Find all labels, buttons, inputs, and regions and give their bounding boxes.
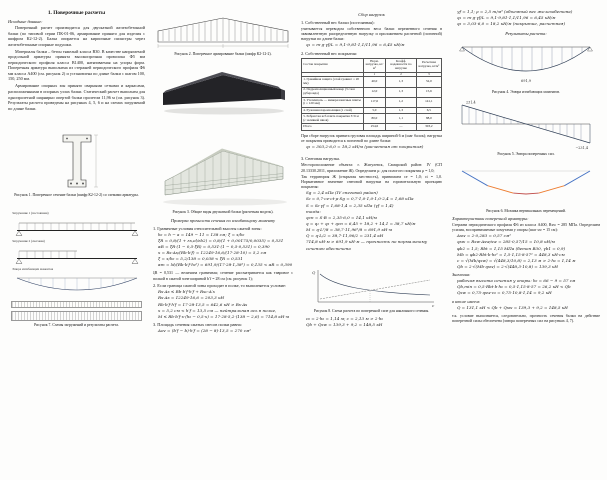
subsection-title: Исходные данные:	[8, 19, 43, 24]
item-text: учитывается переводом собственного веса балки переменного сечения в эквивалентную распределенную нагрузку и приложением расчетной (погонной) нагрузки по длине балки:	[301, 25, 442, 41]
formula-line: Aov = (b′f − b)·h′f = (28 − 8)·13,5 = 270 см²	[158, 328, 252, 334]
results-title: Результаты расчета:	[505, 31, 547, 37]
layer-name-cell: 2. Гидроизоляционный ковер (3 слоя рубероида)	[302, 87, 364, 97]
norm-load-cell: 117,6	[363, 97, 386, 107]
figure-caption: Рисунок 3. Общие виды двускатной балки (расчетная модель).	[172, 210, 274, 214]
shear-diagram-figure	[452, 97, 600, 151]
figure-caption: Рисунок 1. Поперечное сечение балки (шифр К2-12-2) со схемами арматуры.	[14, 192, 139, 197]
formula-line: M = q·L²/8 = 38,7·11,96²/8 = 691,9 кН·м	[306, 227, 393, 233]
formula-block	[306, 316, 442, 328]
table-row	[302, 114, 442, 124]
column-2	[153, 8, 293, 337]
check-section-title: Проверка прочности сечения по изгибающему моменту	[170, 218, 276, 223]
moment-curve	[462, 47, 590, 71]
conclusion-title: в итоге имеем:	[452, 298, 481, 304]
column-1	[8, 10, 145, 330]
norm-load-cell: 40,0	[363, 77, 386, 87]
coef-cell: 1,3	[386, 87, 417, 97]
formula-line: M ≤ Rb·b′f·x·(h₀ − 0,5·x) = 17·28·5,2·(138 − 2,6) = 714,8 кН·м	[158, 313, 290, 319]
formula-line: S = S₀·γf = 1,68·1,4 = 2,35 кПа (γf = 1,4)	[306, 202, 394, 208]
moment-diagram-figure	[452, 38, 600, 88]
mosaic-segment	[513, 194, 539, 195]
formula-line: φb2 = 1,5; Rbt = 1,15 МПа (бетон В30, γb1 = 0,9)	[457, 245, 566, 251]
support-icon	[16, 259, 138, 264]
formula-line: Qb = 2·√(Mb·qsw) = 2·√(448,3·10,8) = 139,3 кН	[457, 264, 559, 269]
norm-load-cell: 5,0	[363, 107, 386, 113]
dimension-line	[94, 135, 98, 187]
calc-load-cell: 52,0	[416, 77, 441, 87]
beam-end-face	[281, 89, 285, 100]
formula-line: Qb + Qsw = 139,3 + 9,2 = 148,5 кН	[306, 322, 383, 328]
list-item: 1. Граничные условия относительной высоты сжатой зоны:	[153, 225, 262, 231]
beam-side-face	[163, 75, 281, 105]
dimension-line	[158, 44, 288, 48]
formula-line: Sg = 2,4 кПа (IV снеговой район)	[306, 190, 378, 196]
formula-line: Q = 131,1 кН < Qb + Qsw = 139,3 + 9,2 = 148,5 кН	[457, 304, 568, 310]
list-item: 2. Собственный вес покрытия:	[301, 50, 357, 56]
figure-caption: Рисунок 6. Мозаика вертикальных перемещений.	[486, 208, 566, 213]
x-axis-label: c	[431, 302, 434, 308]
column-3	[301, 8, 442, 330]
inclined-section-figure	[301, 266, 442, 308]
table-header-row	[302, 58, 442, 72]
scheme-label: Загружение 2 (снеговая)	[12, 238, 45, 243]
section-title: 1. Поверочные расчеты	[47, 10, 106, 16]
table-total-row: Итого 254,6 — 303,2	[302, 124, 442, 130]
formula-line: αR = ξR·(1 − 0,5·ξR) = 0,531·(1 − 0,5·0,531) = 0,390	[158, 243, 270, 249]
cross-section-drawing	[52, 131, 102, 191]
column-header: Норм. нагрузка, кг/м²	[363, 58, 386, 72]
table-note: При сборе нагрузок принята грузовая площадь шириной 6 м (шаг балок); нагрузка от покрытия приводится к погонной по длине балки:	[301, 132, 442, 144]
snow-paragraph: Местороположение объекта: г. Жигулевск, Самарский район: IV (СП 20.13330.2011, приложение Ж). Определяем μ: для пологого покрытия μ = 1,0;	[301, 162, 442, 173]
loads-section-title: Сбор нагрузок	[358, 12, 385, 17]
paragraph: Армирование опорных зон принято сварными сетками и каркасами, расположенными в опорных узлах балки. Статический расчет выполнен для однопролетной шарнирно опертой балки пролетом 11,96 м (см. рисунок 3). Результаты расчета приведены на рисунках 4, 5, 6 и на схемах загружений по длине балки.	[8, 83, 145, 111]
column-4	[452, 8, 600, 324]
formula-block	[457, 305, 600, 311]
mosaic-segment	[539, 186, 565, 193]
formula-line: q = q₁ + q₂ + qсн = 6,45 + 18,2 + 14,1 = 38,7 кН/м	[306, 220, 416, 226]
formula-line: 714,8 кН·м > 691,9 кН·м — прочность по нормальному сечению обеспечена	[306, 239, 428, 251]
shear-paragraph: Стержни периодического профиля Ф6 из класса А400, Rsw = 285 МПа. Определяем усилия, воспринимаемые хомутами у опоры (шаг sw = 15 см):	[452, 221, 600, 233]
table-row	[302, 77, 442, 87]
table-row	[302, 87, 442, 97]
formula-line: Mb = φb2·Rbt·b·h₀² = 1,5·1,15·8·57² = 448,3 кН·см	[457, 251, 565, 257]
mosaic-segment	[462, 171, 488, 186]
figure-caption: Рисунок 8. Схема расчета по поперечной силе для наклонного сечения.	[313, 309, 430, 314]
moment-value-label: 691,9	[520, 79, 532, 84]
figure-caption: Рисунок 7. Схемы загружений и результаты расчета.	[34, 323, 119, 328]
displacement-mosaic-figure	[452, 159, 600, 207]
shear-min-label: −231,4	[575, 145, 588, 150]
support-icon	[460, 47, 593, 51]
list-item: 3. Площадь сечения сжатых свесов полки равна:	[153, 322, 242, 328]
list-item: 1. Собственный вес балки (постоянная):	[301, 19, 375, 25]
layer-name-cell: 3. Утеплитель — минераловатные плиты (t = 120 мм)	[302, 97, 364, 107]
formula-line: q₁ = m·g·γf/L = 9,1·9,81·1,1/11,96 = 6,45 кН/м	[457, 15, 556, 21]
formula-line: c₀ = 2·h₀ = 1,14 м; c = 2,13 м > 2·h₀	[306, 316, 384, 322]
column-header: Состав покрытия	[302, 58, 364, 72]
formula-line: Asw = 2·0,283 = 0,57 см²	[457, 233, 511, 239]
formula-block	[457, 233, 600, 270]
formula-line: x = 5,2 см < h′f = 13,5 см — нейтральная ось в полке,	[158, 307, 277, 313]
formula-block	[158, 289, 293, 320]
formula-line: Rb·b′f·h′f = 17·28·13,5 = 642,6 кН > Rs·As	[158, 301, 248, 307]
beam-render-dark	[153, 59, 293, 119]
mosaic-segment	[564, 171, 590, 186]
formula-line: Qsw = 0,75·qsw·c₀ = 0,75·10,8·1,14 = 9,2 кН	[457, 290, 552, 296]
support-icon	[16, 231, 138, 236]
snow-paragraph: Так территория Ж (открытая местность), принимаем сe = 1,0; сt = 1,0. Нормативное значение снеговой нагрузки на горизонтальную проекцию покрытия:	[301, 173, 442, 190]
formula-block	[306, 190, 442, 251]
figure-caption: Рисунок 5. Эпюра поперечных сил.	[497, 152, 555, 157]
formula-line: тогда:	[306, 208, 321, 214]
result-strip	[11, 301, 142, 308]
mosaic-segment	[488, 186, 514, 193]
formula-block	[457, 9, 600, 27]
list-item: 2. Если граница сжатой зоны проходит в полке, то выполняется условие:	[153, 283, 287, 289]
coef-cell: 1,2	[386, 97, 417, 107]
paragraph: Поверочный расчет производится для двускатной железобетонной балки (по типовой серии ПК-01-06, армирование принято для изделия с шифром К2-12-2). Балка опирается на кирпичные пилястры через железобетонные опорные подушки.	[8, 25, 145, 47]
formula-line: ξ = x/h₀ = 5,2/138 = 0,038 < ξR = 0,531	[158, 256, 243, 262]
qb-curve	[320, 274, 430, 295]
coef-cell: 1,1	[386, 114, 417, 124]
formula-block	[158, 232, 293, 269]
table-row	[302, 97, 442, 107]
calc-load-cell: 15,6	[416, 87, 441, 97]
formula-line: Q = q·L/2 = 38,7·11,96/2 = 231,4 кН	[306, 233, 384, 239]
scheme-label: Эпюра изгибающих моментов	[12, 266, 54, 271]
formula-line: q₂ = 303,2·6,0 = 18,2 кН/м (расчетная от покрытия)	[306, 144, 424, 150]
shear-max-label: 231,4	[466, 100, 476, 105]
i-section-outline	[63, 135, 91, 187]
formula-block	[457, 278, 600, 296]
list-item: 3. Снеговая нагрузка.	[301, 156, 341, 162]
formula-line: рабочая высота сечения у опоры: h₀ = 66 − 9 = 57 см	[457, 278, 576, 284]
norm-load-cell: 12,0	[363, 87, 386, 97]
figure-caption: Рисунок 2. Поперечное армирование балки (шифр К2-12-2).	[174, 51, 272, 56]
formula-line: c = √(Mb/qsw) = √(448,3/10,8) = 2,13 м > 2·h₀ = 1,14 м	[457, 257, 576, 263]
hatch-lines	[472, 47, 582, 71]
result-strip	[11, 311, 142, 321]
norm-load-cell: 80,0	[363, 114, 386, 124]
formula-line: q₁ = m·g·γf/L = 9,1·9,81·1,1/11,96 = 6,45 кН/м	[306, 42, 405, 48]
formula-line: S₀ = 0,7·ce·ct·μ·Sg = 0,7·1,0·1,0·1,0·2,4 = 1,68 кПа	[306, 196, 414, 202]
load-scheme-2	[8, 245, 145, 265]
conclusion-text: т.к. условие выполняется, следовательно, прочность сечения балки на действие поперечной силы обеспечена (эпюра поперечных сил на рисунках 4, 7).	[452, 312, 600, 323]
column-header: Коэфф. надежности по нагрузке	[386, 58, 417, 72]
coef-cell: 1,3	[386, 77, 417, 87]
paragraph: Материалы балки – бетон тяжелый класса В30. В качестве напрягаемой продольной арматуры принята высокопрочная проволока Ф5 мм периодического профиля класса В1400, натягиваемая на упоры форм. Поперечная арматура выполнена из стержней периодического профиля Ф6 мм класса А400 (см. рисунок 2) и установлена по длине балки с шагом 100, 150, 250 мм.	[8, 48, 145, 82]
formula-line: qsw = Rsw·Asw/sw = 285·0,57/15 = 10,8 кН/м	[457, 239, 555, 245]
calc-load-cell: 141,1	[416, 97, 441, 107]
figure-caption: Рисунок 4. Эпюра изгибающих моментов.	[491, 89, 561, 94]
beam-side-face	[165, 151, 283, 195]
roof-load-table	[301, 58, 442, 131]
layer-name-cell: 4. Рулонная пароизоляция (1 слой)	[302, 107, 364, 113]
formula-line: γf = 1,1; ρ = 2,5 т/м³ (объемный вес железобетона)	[457, 9, 573, 14]
moment-envelope-figure	[8, 273, 145, 299]
scheme-label: Загружение 1 (постоянная)	[12, 210, 49, 215]
formula-line: q₂ = 3,03·6,0 = 18,2 кН/м (покрытие, расчетная)	[457, 21, 566, 27]
stirrups	[163, 18, 283, 41]
note-text: ξR = 0,531 — величина граничная; сечение рассматривается как тавровое с полкой в сжатой зоне шириной b′f = 28 см (см. рисунок 1);	[153, 270, 293, 281]
calc-load-cell: 88,0	[416, 114, 441, 124]
axes	[318, 270, 434, 302]
coef-cell: 1,3	[386, 107, 417, 113]
load-schemes-block	[8, 211, 145, 321]
formula-line: Rs·As = 12249·16,6 = 203,3 кН	[158, 295, 225, 301]
formula-line: h₀ = h − a = 149 − 11 = 138 см; ξ = x/h₀	[158, 231, 245, 237]
formula-line: ξR = 0,8/(1 + εs,el/εb2) = 0,8/(1 + 0,00175/0,0035) = 0,531	[158, 237, 284, 243]
column-number-row: 1 2 3	[302, 72, 442, 77]
shear-reinf-title: Характеристики поперечной арматуры:	[452, 215, 529, 221]
beam-elevation-figure	[153, 10, 293, 50]
values-title: Значения:	[452, 272, 471, 278]
beam-render-mesh	[153, 121, 293, 209]
formula-line: Qb,min = 0,5·Rbt·b·h₀ = 0,5·1,15·8·57 = 26,2 кН < Qb	[457, 284, 571, 290]
layer-name-cell: 1. Гравийная защита (слой гравия t = 20 мм)	[302, 77, 364, 87]
y-axis-label: Q	[311, 269, 315, 275]
formula-line: qсн = S·B = 2,35·6,0 = 14,1 кН/м	[306, 214, 377, 220]
formula-line: αm = M/(Rb·b′f·h₀²) = 691,9/(17·28·1,38²) = 0,135 < αR = 0,390	[158, 262, 293, 268]
column-header: Расчетная нагрузка, кг/м²	[416, 58, 441, 72]
layer-name-cell: 5. Ребристая ж/б плита покрытия 3×6 м (с заливкой швов)	[302, 114, 364, 124]
load-scheme-1	[8, 217, 145, 237]
calc-load-cell: 6,5	[416, 107, 441, 113]
formula-line: Rs·As ≤ Rb·b′f·h′f + Rsc·A′s	[158, 289, 215, 295]
beam-cross-section-figure	[8, 131, 145, 191]
formula-line: x = Rs·As/(Rb·b′f) = 12249·16,6/(17·28·10) = 5,2 см	[158, 249, 267, 255]
